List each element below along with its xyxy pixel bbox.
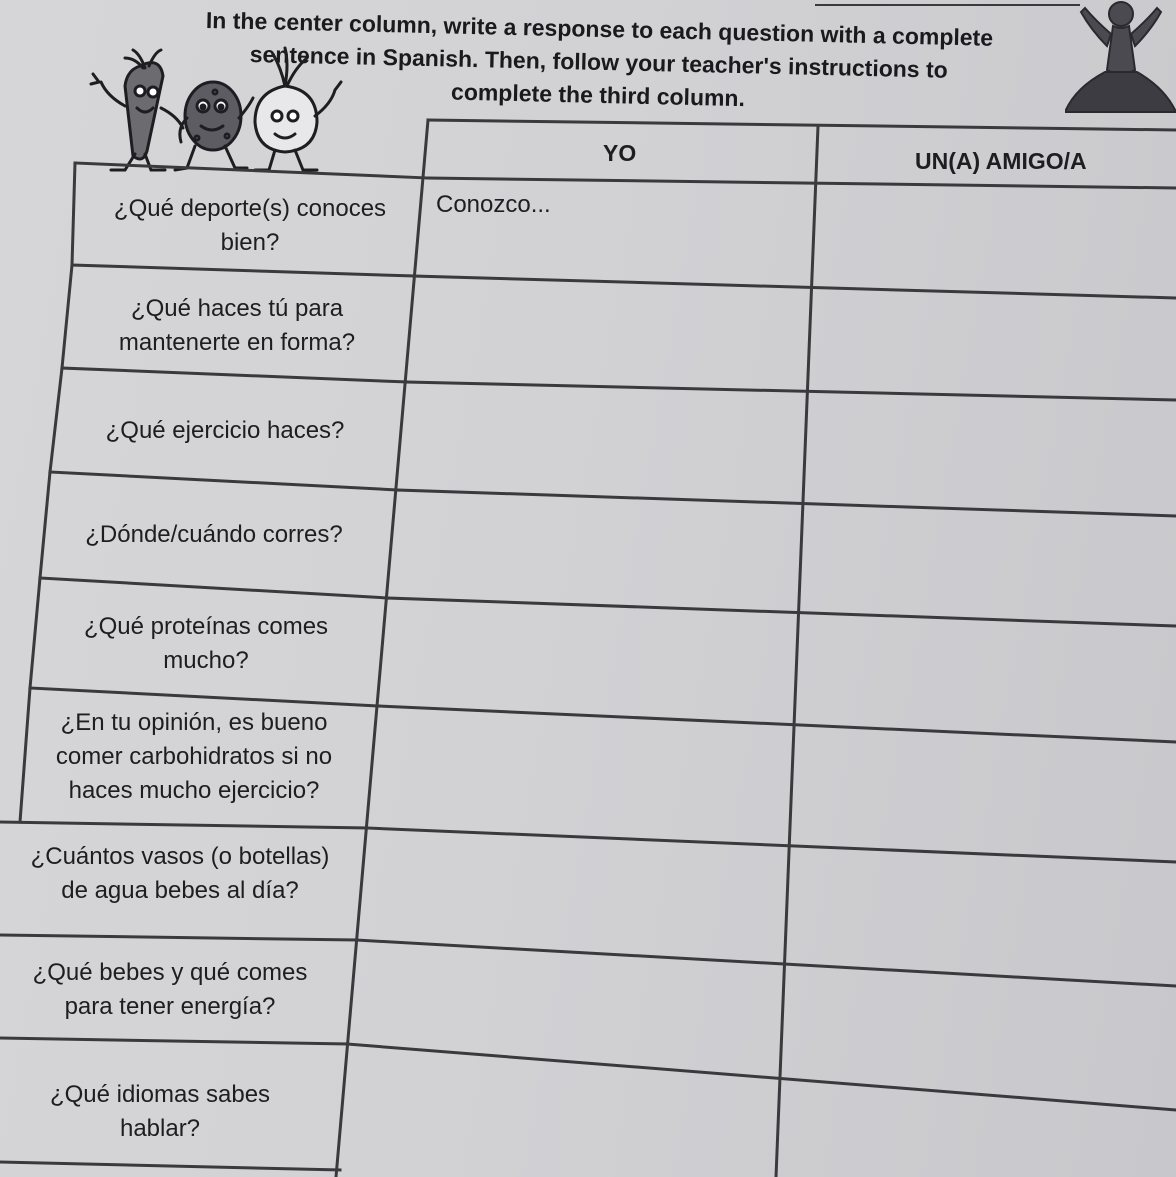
column-header-yo: YO — [603, 140, 637, 166]
question-cell — [92, 292, 382, 360]
question-line: de agua bebes al día? — [61, 877, 299, 904]
question-cell — [0, 840, 360, 908]
question-line: hablar? — [119, 1115, 201, 1142]
question-cell — [0, 956, 340, 1024]
question-line: ¿Cuántos vasos (o botellas) — [30, 843, 330, 870]
question-cell — [64, 518, 364, 552]
question-line: ¿Qué deporte(s) conoces — [113, 195, 387, 222]
question-line: ¿Qué bebes y qué comes — [32, 959, 308, 986]
question-line: haces mucho ejercicio? — [68, 777, 320, 804]
question-line: ¿Qué proteínas comes — [83, 613, 329, 640]
question-line: mantenerte en forma? — [118, 329, 356, 356]
instruction-line: sentence in Spanish. Then, follow your teacher's instructions to — [249, 40, 949, 83]
question-line: ¿Qué ejercicio haces? — [105, 417, 345, 444]
question-cell — [100, 192, 400, 260]
question-line: bien? — [220, 229, 280, 256]
question-cell — [24, 706, 364, 808]
question-line: para tener energía? — [64, 993, 276, 1020]
column-header-amigo: UN(A) AMIGO/A — [915, 148, 1087, 174]
question-cell — [10, 1078, 310, 1146]
question-line: ¿En tu opinión, es bueno — [60, 709, 328, 736]
instruction-line: In the center column, write a response to each question with a complete — [205, 6, 994, 51]
question-cell — [80, 414, 370, 448]
answer-cell[interactable]: Conozco... — [436, 191, 551, 218]
instruction-line: complete the third column. — [450, 78, 746, 112]
question-line: ¿Qué haces tú para — [130, 295, 344, 322]
question-line: comer carbohidratos si no — [55, 743, 333, 770]
question-line: ¿Qué idiomas sabes — [49, 1081, 271, 1108]
question-line: mucho? — [163, 647, 249, 674]
question-line: ¿Dónde/cuándo corres? — [85, 521, 343, 548]
question-cell — [56, 610, 356, 678]
